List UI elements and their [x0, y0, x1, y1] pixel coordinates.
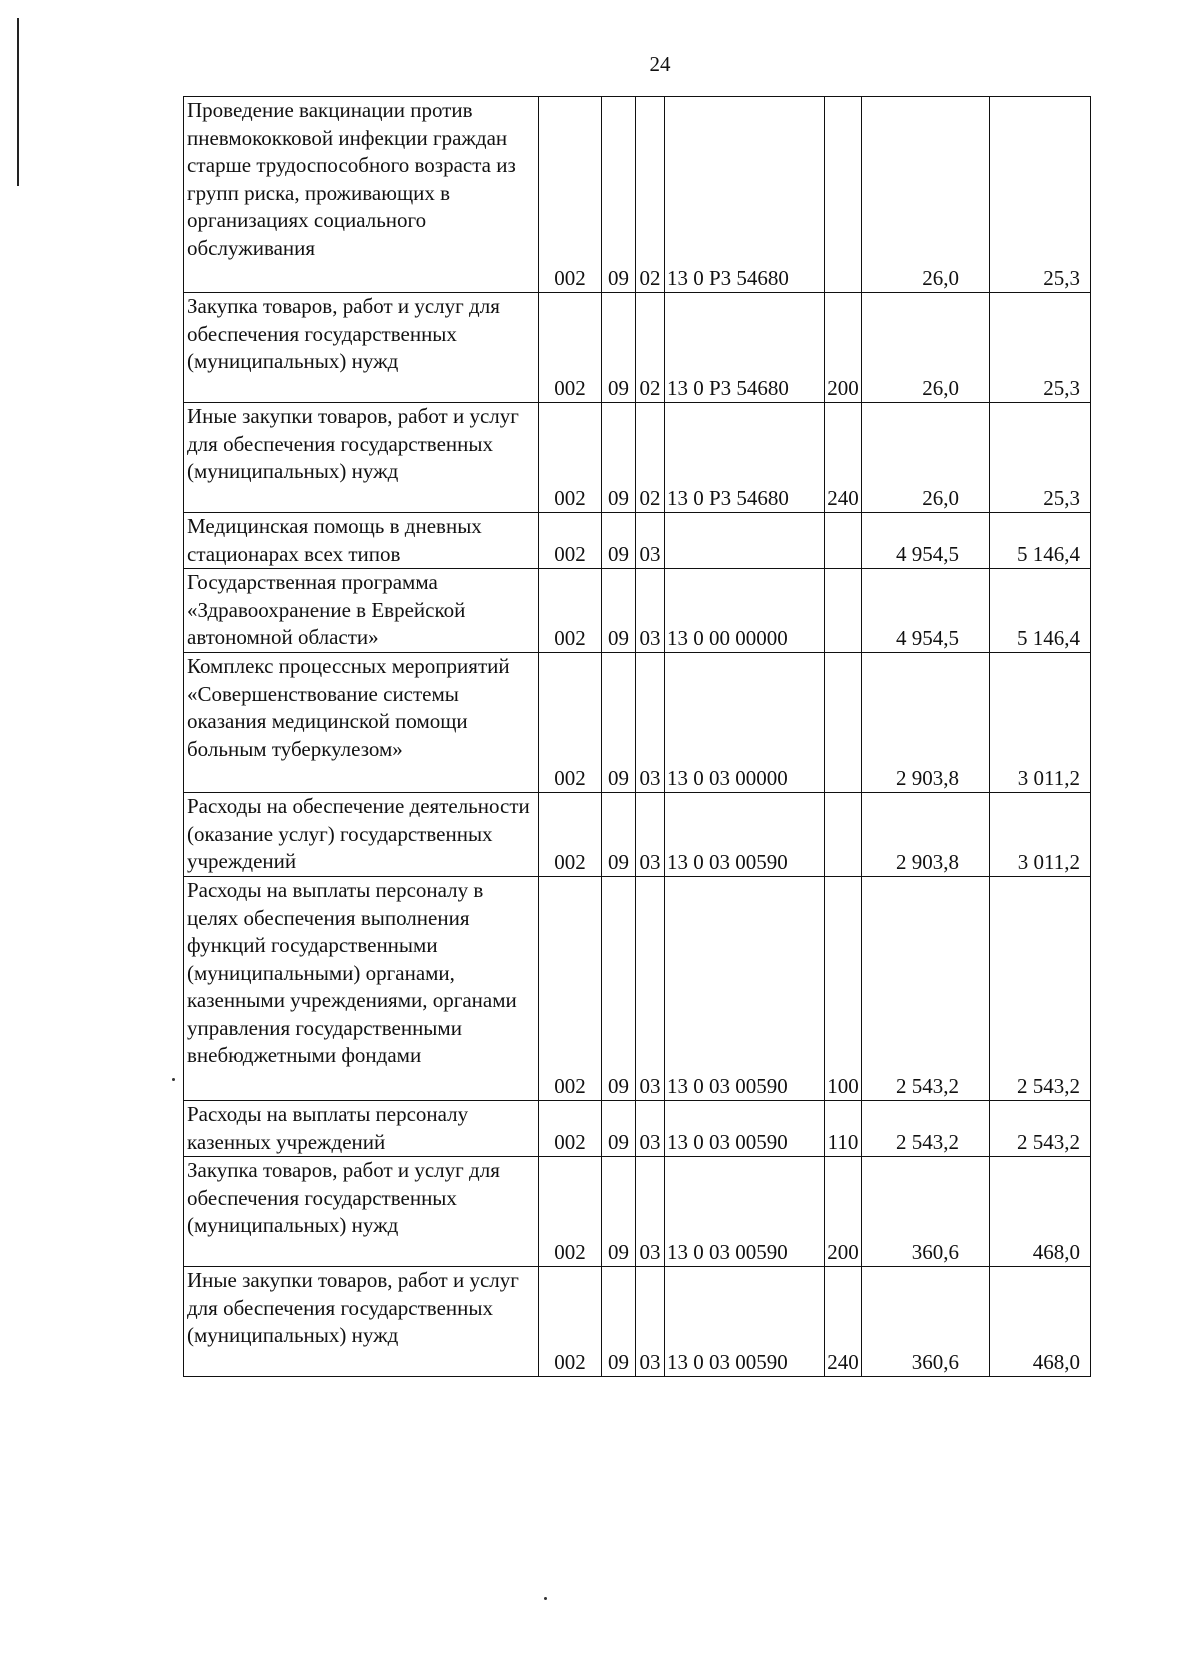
section-code-cell: 09 — [602, 569, 636, 653]
expense-name: Закупка товаров, работ и услуг для обеспечения государственных (муниципальных) нужд — [187, 1158, 500, 1237]
amount-year1-cell: 2 543,2 — [862, 877, 990, 1101]
table-row — [184, 403, 1091, 513]
section-code-cell: 09 — [602, 1101, 636, 1157]
amount-year1-cell: 2 543,2 — [862, 1101, 990, 1157]
expense-type-cell — [825, 653, 862, 793]
scan-speck — [544, 1597, 547, 1600]
budget-table-body — [184, 97, 1091, 1377]
grbs-code-cell: 002 — [539, 877, 602, 1101]
expense-name: Иные закупки товаров, работ и услуг для обеспечения государственных (муниципальных) нужд — [187, 1268, 519, 1347]
target-article-cell: 13 0 03 00590 — [665, 877, 825, 1101]
expense-type-cell: 240 — [825, 403, 862, 513]
table-row — [184, 1101, 1091, 1157]
table-row — [184, 513, 1091, 569]
subsection-code-cell: 02 — [636, 97, 665, 293]
expense-name: Комплекс процессных мероприятий «Совершенствование системы оказания медицинской помощи больным туберкулезом» — [187, 654, 510, 761]
expense-name-cell — [184, 513, 539, 569]
target-article-cell: 13 0 00 00000 — [665, 569, 825, 653]
amount-year2-cell: 5 146,4 — [990, 569, 1091, 653]
subsection-code-cell: 02 — [636, 293, 665, 403]
page-number: 24 — [649, 52, 671, 76]
expense-type-cell — [825, 569, 862, 653]
section-code-cell: 09 — [602, 1267, 636, 1377]
amount-year1-cell: 26,0 — [862, 293, 990, 403]
amount-year1-cell: 2 903,8 — [862, 793, 990, 877]
expense-name-cell — [184, 569, 539, 653]
subsection-code-cell: 03 — [636, 569, 665, 653]
expense-name-cell — [184, 403, 539, 513]
grbs-code-cell: 002 — [539, 1101, 602, 1157]
subsection-code-cell: 03 — [636, 1157, 665, 1267]
amount-year1-cell: 26,0 — [862, 403, 990, 513]
target-article-cell: 13 0 03 00590 — [665, 1157, 825, 1267]
section-code-cell: 09 — [602, 653, 636, 793]
expense-name: Медицинская помощь в дневных стационарах всех типов — [187, 514, 482, 566]
grbs-code-cell: 002 — [539, 293, 602, 403]
amount-year1-cell: 2 903,8 — [862, 653, 990, 793]
section-code-cell: 09 — [602, 1157, 636, 1267]
target-article-cell: 13 0 03 00590 — [665, 793, 825, 877]
target-article-cell: 13 0 Р3 54680 — [665, 403, 825, 513]
expense-name: Расходы на выплаты персоналу казенных учреждений — [187, 1102, 469, 1154]
table-row — [184, 569, 1091, 653]
amount-year2-cell: 25,3 — [990, 403, 1091, 513]
subsection-code-cell: 03 — [636, 1267, 665, 1377]
grbs-code-cell: 002 — [539, 97, 602, 293]
expense-type-cell: 240 — [825, 1267, 862, 1377]
target-article-cell: 13 0 Р3 54680 — [665, 97, 825, 293]
amount-year1-cell: 360,6 — [862, 1157, 990, 1267]
expense-name-cell — [184, 97, 539, 293]
expense-type-cell — [825, 793, 862, 877]
amount-year2-cell: 468,0 — [990, 1267, 1091, 1377]
target-article-cell: 13 0 03 00590 — [665, 1267, 825, 1377]
target-article-cell: 13 0 03 00000 — [665, 653, 825, 793]
grbs-code-cell: 002 — [539, 653, 602, 793]
subsection-code-cell: 03 — [636, 513, 665, 569]
subsection-code-cell: 03 — [636, 877, 665, 1101]
subsection-code-cell: 03 — [636, 793, 665, 877]
expense-type-cell: 200 — [825, 293, 862, 403]
expense-name: Государственная программа «Здравоохранение в Еврейской автономной области» — [187, 570, 466, 649]
scan-edge-mark — [17, 18, 19, 186]
section-code-cell: 09 — [602, 403, 636, 513]
amount-year2-cell: 5 146,4 — [990, 513, 1091, 569]
budget-table — [183, 96, 1091, 1377]
section-code-cell: 09 — [602, 97, 636, 293]
target-article-cell: 13 0 Р3 54680 — [665, 293, 825, 403]
section-code-cell: 09 — [602, 513, 636, 569]
amount-year2-cell: 25,3 — [990, 293, 1091, 403]
section-code-cell: 09 — [602, 793, 636, 877]
expense-name-cell — [184, 653, 539, 793]
expense-type-cell — [825, 513, 862, 569]
grbs-code-cell: 002 — [539, 793, 602, 877]
subsection-code-cell: 03 — [636, 1101, 665, 1157]
amount-year2-cell: 2 543,2 — [990, 1101, 1091, 1157]
expense-name-cell — [184, 877, 539, 1101]
table-row — [184, 1267, 1091, 1377]
amount-year1-cell: 4 954,5 — [862, 513, 990, 569]
grbs-code-cell: 002 — [539, 1267, 602, 1377]
expense-type-cell — [825, 97, 862, 293]
grbs-code-cell: 002 — [539, 1157, 602, 1267]
amount-year2-cell: 25,3 — [990, 97, 1091, 293]
amount-year2-cell: 3 011,2 — [990, 653, 1091, 793]
expense-name-cell — [184, 1101, 539, 1157]
expense-name: Закупка товаров, работ и услуг для обеспечения государственных (муниципальных) нужд — [187, 294, 500, 373]
grbs-code-cell: 002 — [539, 403, 602, 513]
grbs-code-cell: 002 — [539, 513, 602, 569]
grbs-code-cell: 002 — [539, 569, 602, 653]
expense-type-cell: 110 — [825, 1101, 862, 1157]
subsection-code-cell: 02 — [636, 403, 665, 513]
table-row — [184, 653, 1091, 793]
section-code-cell: 09 — [602, 293, 636, 403]
table-row — [184, 1157, 1091, 1267]
expense-type-cell: 100 — [825, 877, 862, 1101]
expense-name-cell — [184, 1267, 539, 1377]
amount-year1-cell: 360,6 — [862, 1267, 990, 1377]
target-article-cell — [665, 513, 825, 569]
expense-name: Иные закупки товаров, работ и услуг для обеспечения государственных (муниципальных) нужд — [187, 404, 519, 483]
table-row — [184, 97, 1091, 293]
expense-name: Расходы на обеспечение деятельности (оказание услуг) государственных учреждений — [187, 794, 530, 873]
subsection-code-cell: 03 — [636, 653, 665, 793]
amount-year2-cell: 3 011,2 — [990, 793, 1091, 877]
table-row — [184, 877, 1091, 1101]
table-row — [184, 793, 1091, 877]
amount-year2-cell: 2 543,2 — [990, 877, 1091, 1101]
expense-name-cell — [184, 1157, 539, 1267]
expense-type-cell: 200 — [825, 1157, 862, 1267]
target-article-cell: 13 0 03 00590 — [665, 1101, 825, 1157]
expense-name-cell — [184, 793, 539, 877]
amount-year1-cell: 26,0 — [862, 97, 990, 293]
expense-name-cell — [184, 293, 539, 403]
amount-year1-cell: 4 954,5 — [862, 569, 990, 653]
table-row — [184, 293, 1091, 403]
expense-name: Проведение вакцинации против пневмококковой инфекции граждан старше трудоспособного возраста из групп риска, проживающих в организациях социального обслуживания — [187, 98, 516, 260]
expense-name: Расходы на выплаты персоналу в целях обеспечения выполнения функций государственными (муниципальными) органами, казенными учреждениями, органами управления государственными внебюджетными фондами — [187, 878, 517, 1067]
scan-speck — [172, 1078, 175, 1081]
amount-year2-cell: 468,0 — [990, 1157, 1091, 1267]
section-code-cell: 09 — [602, 877, 636, 1101]
